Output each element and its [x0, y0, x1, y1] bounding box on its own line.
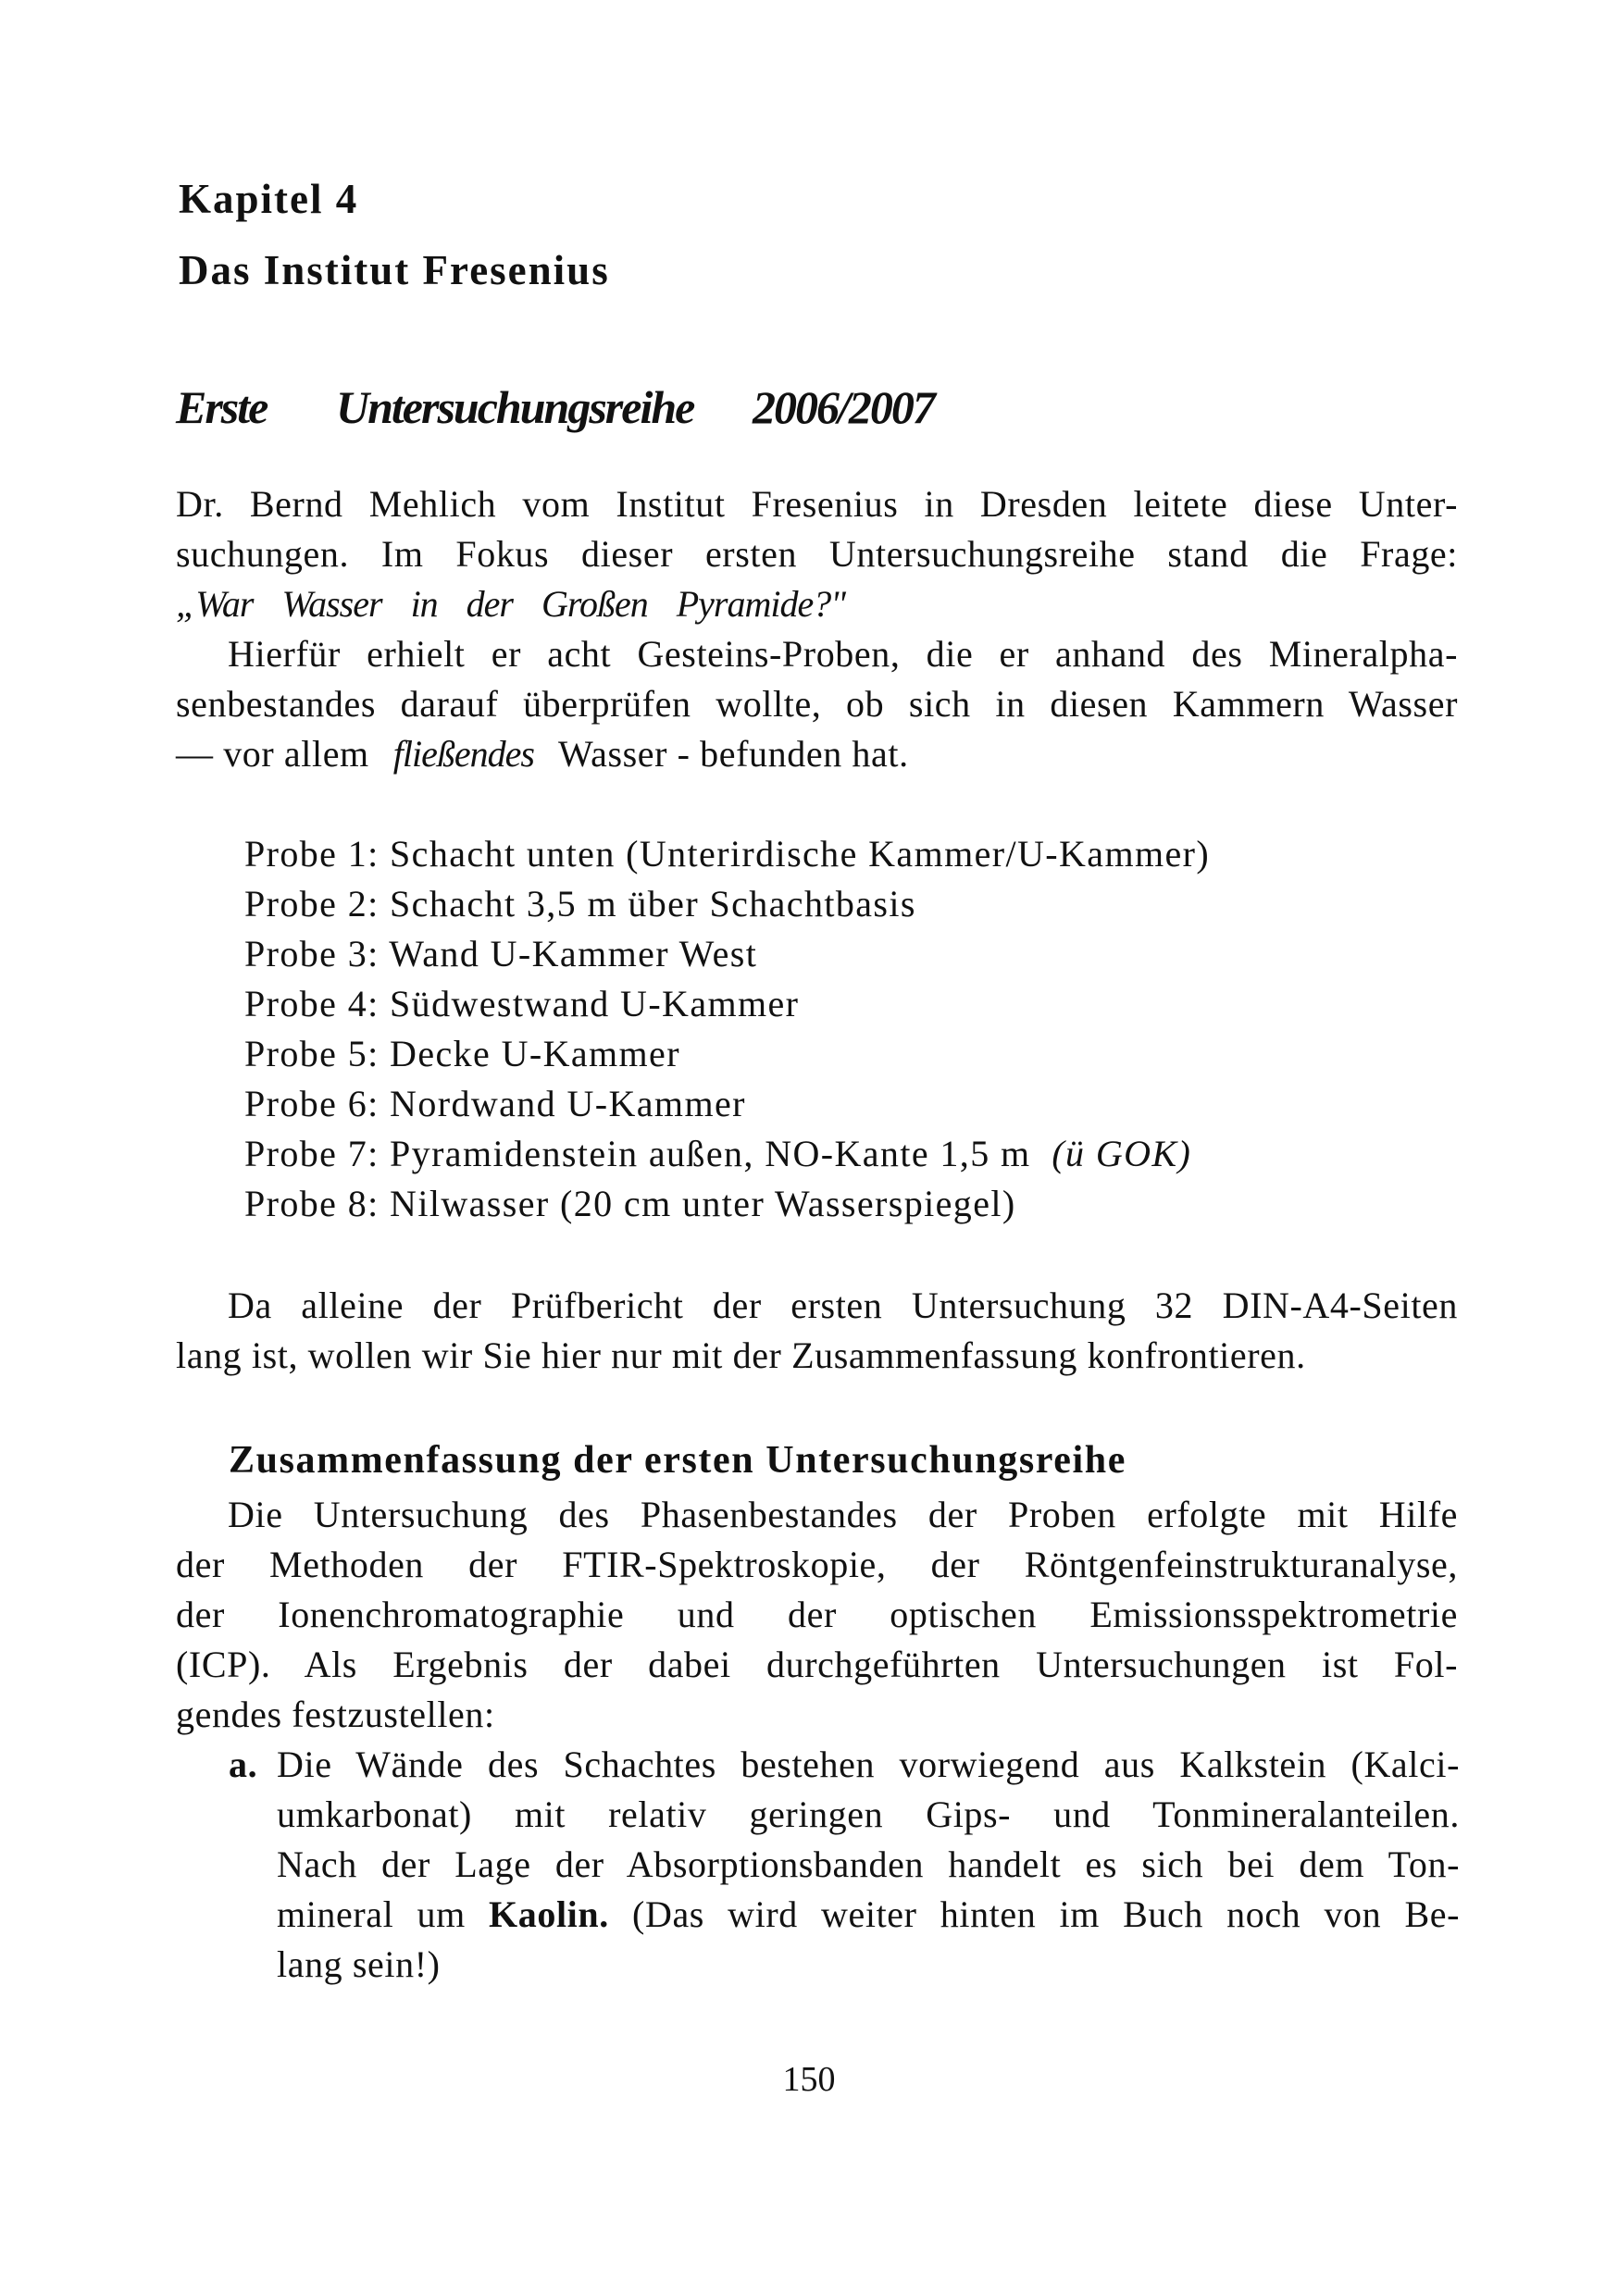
- summary-line: der Methoden der FTIR-Spektroskopie, der Röntgenfeinstrukturanalyse,: [176, 1544, 1458, 1585]
- list-item: [244, 1129, 1210, 1179]
- summary-line: der Ionenchromatographie und der optischen Emissionsspektrometrie: [176, 1594, 1458, 1635]
- intro-paragraph: [176, 479, 1458, 779]
- list-item: Probe 1: Schacht unten (Unterirdische Kammer/U-Kammer): [244, 833, 1211, 875]
- list-item: Probe 8: Nilwasser (20 cm unter Wasserspiegel): [244, 1183, 1016, 1224]
- summary-line: gendes festzustellen:: [176, 1694, 495, 1735]
- intro-line: suchungen. Im Fokus dieser ersten Untersuchungsreihe stand die Frage:: [176, 533, 1458, 575]
- list-item: Probe 5: Decke U-Kammer: [244, 1033, 680, 1074]
- finding-line: Die Wände des Schachtes bestehen vorwiegend aus Kalkstein (Kalci-: [277, 1744, 1460, 1785]
- section-heading: [176, 378, 934, 437]
- intro-line: Hierfür erhielt er acht Gesteins-Proben, die er anhand des Mineralpha-: [228, 633, 1458, 675]
- intro-line-text: — vor allem: [176, 733, 369, 775]
- intro-line: senbestandes darauf überprüfen wollte, ob sich in diesen Kammern Wasser: [176, 683, 1458, 725]
- finding-line: umkarbonat) mit relativ geringen Gips- und Tonmineralanteilen.: [277, 1793, 1460, 1835]
- finding-item-a: [229, 1740, 1460, 1990]
- chapter-number: Kapitel 4: [179, 176, 359, 222]
- intro-line: Dr. Bernd Mehlich vom Institut Fresenius in Dresden leitete diese Unter-: [176, 483, 1458, 525]
- report-line: lang ist, wollen wir Sie hier nur mit der Zusammenfassung konfrontieren.: [176, 1334, 1306, 1376]
- intro-emphasis: fließendes: [392, 733, 534, 775]
- list-item-text: Probe 7: Pyramidenstein außen, NO-Kante 1,5 m: [244, 1133, 1031, 1174]
- finding-line: Nach der Lage der Absorptionsbanden handelt es sich bei dem Ton-: [277, 1843, 1460, 1885]
- list-marker: a.: [229, 1744, 258, 1785]
- kaolin-bold: Kaolin.: [489, 1893, 609, 1935]
- list-item: Probe 3: Wand U-Kammer West: [244, 933, 758, 974]
- probe-list: [244, 829, 1210, 1229]
- probe-7-note: (ü GOK): [1052, 1133, 1192, 1174]
- finding-item-body: [277, 1740, 1460, 1990]
- section-heading-word-2: Untersuchungsreihe: [336, 381, 694, 433]
- list-item: Probe 6: Nordwand U-Kammer: [244, 1083, 746, 1124]
- intro-line: [176, 729, 1458, 779]
- summary-line: (ICP). Als Ergebnis der dabei durchgeführten Untersuchungen ist Fol-: [176, 1644, 1458, 1685]
- summary-line: Die Untersuchung des Phasenbestandes der Proben erfolgte mit Hilfe: [228, 1494, 1458, 1535]
- report-line: Da alleine der Prüfbericht der ersten Untersuchung 32 DIN-A4-Seiten: [228, 1285, 1458, 1326]
- intro-quote: „War Wasser in der Großen Pyramide?": [176, 583, 846, 625]
- report-paragraph: [176, 1281, 1458, 1381]
- section-heading-years: 2006/2007: [753, 381, 934, 433]
- summary-paragraph: [176, 1490, 1458, 1740]
- finding-line: [277, 1890, 1460, 1940]
- page-number: 150: [782, 2060, 836, 2099]
- section-heading-word-1: Erste: [176, 381, 268, 433]
- finding-line-text: (Das wird weiter hinten im Buch noch von Be-: [632, 1893, 1460, 1935]
- list-item: Probe 4: Südwestwand U-Kammer: [244, 983, 800, 1024]
- intro-line-text: Wasser - befunden hat.: [557, 733, 909, 775]
- finding-line-text: mineral um: [277, 1893, 466, 1935]
- list-item: Probe 2: Schacht 3,5 m über Schachtbasis: [244, 883, 916, 925]
- chapter-title: Das Institut Fresenius: [179, 247, 610, 293]
- finding-line: lang sein!): [277, 1943, 441, 1985]
- summary-heading: Zusammenfassung der ersten Untersuchungsreihe: [229, 1439, 1126, 1482]
